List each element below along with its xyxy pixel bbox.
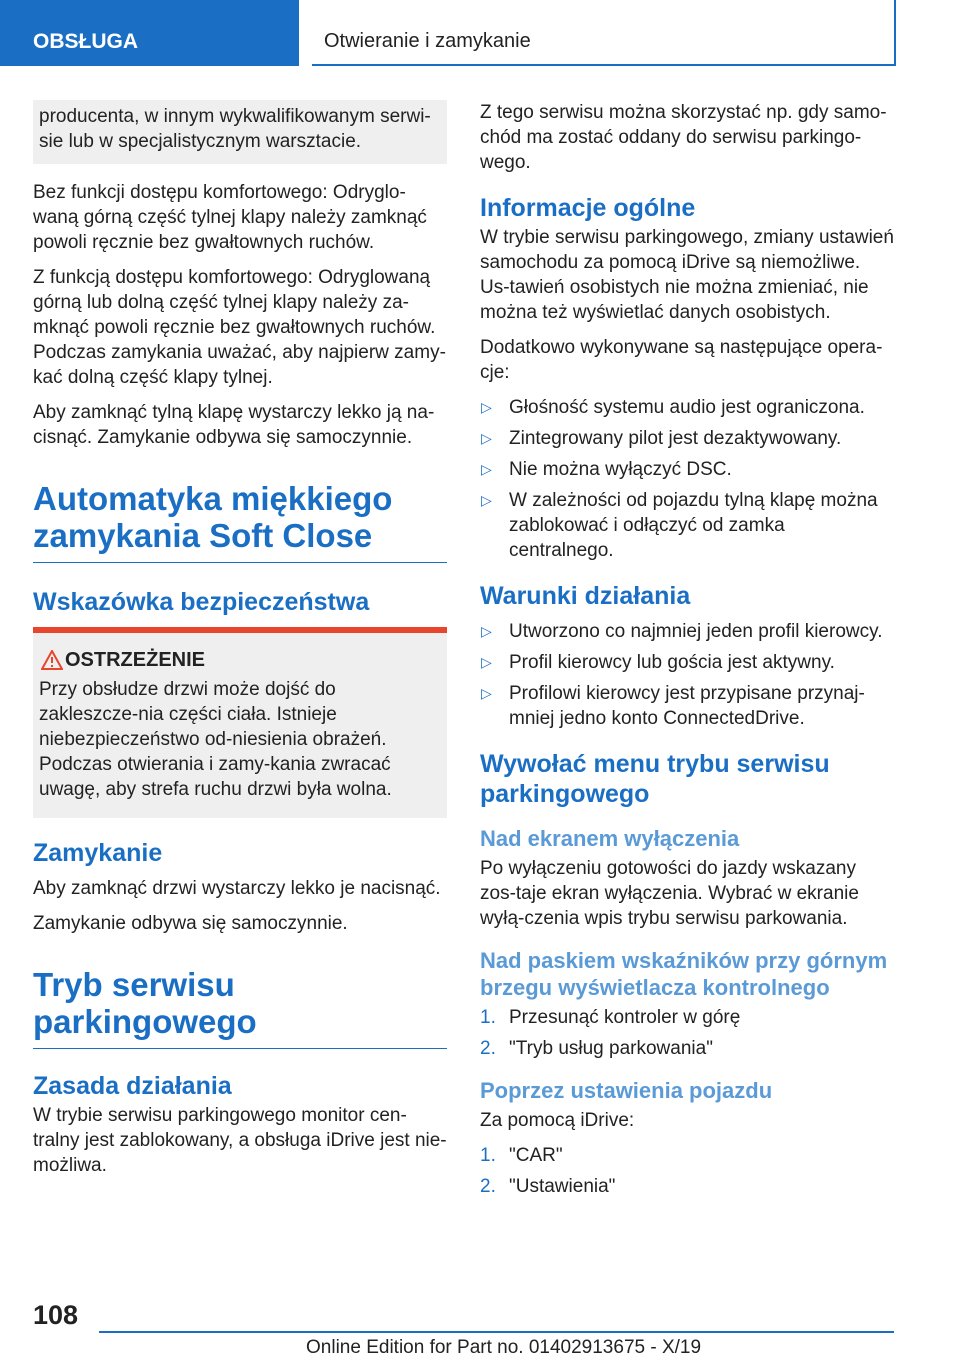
warning-box xyxy=(33,633,447,818)
triangle-bullet-icon: ▷ xyxy=(481,654,492,670)
warning-title: OSTRZEŻENIE xyxy=(65,649,206,671)
paragraph: Aby zamknąć tylną klapę wystarczy lekko ją na-cisnąć. Zamykanie odbywa się samoczynnie. xyxy=(33,402,435,448)
list-item: ▷ Profilowi kierowcy jest przypisane przynaj-mniej jedno konto ConnectedDrive. xyxy=(481,683,865,729)
heading-general-info: Informacje ogólne xyxy=(480,194,696,222)
paragraph: W trybie serwisu parkingowego, zmiany ustawień samochodu za pomocą iDrive są niemożliwe. Us-tawień osobistych nie można zmieniać, nie można też wyświetlać danych osobistych. xyxy=(480,227,894,323)
list-item: 2. "Tryb usług parkowania" xyxy=(480,1038,713,1059)
page-number: 108 xyxy=(33,1300,79,1330)
conditions-list xyxy=(480,619,894,731)
paragraph: Z funkcją dostępu komfortowego: Odryglowaną górną lub dolną część tylnej klapy należy za-mknąć powoli ręcznie bez gwałtownych ruchów. Podczas zamykania uważać, aby najpierw zamy-kać dolną część klapy tylnej. xyxy=(33,267,446,388)
continued-note-box xyxy=(33,100,447,164)
heading-principle: Zasada działania xyxy=(33,1072,232,1100)
list-item: ▷ Głośność systemu audio jest ograniczona. xyxy=(481,397,865,418)
paragraph: Aby zamknąć drzwi wystarczy lekko je nacisnąć. xyxy=(33,878,441,899)
chapter-title: Otwieranie i zamykanie xyxy=(324,30,531,52)
steps-status-bar xyxy=(480,1005,894,1061)
heading-valet-mode: Tryb serwisu parkingowego xyxy=(33,966,447,1049)
triangle-bullet-icon: ▷ xyxy=(481,623,492,639)
list-item: ▷ Zintegrowany pilot jest dezaktywowany. xyxy=(481,428,842,449)
warning-text: Przy obsłudze drzwi może dojść do zakleszcze-nia części ciała. Istnieje niebezpieczeństwo od-niesienia obrażeń. Podczas otwierania i zamy-kania zwracać uwagę, aby strefa ruchu drzwi była wolna. xyxy=(39,679,392,800)
header-section-tab xyxy=(0,0,299,66)
heading-conditions: Warunki działania xyxy=(480,582,691,610)
paragraph: Z tego serwisu można skorzystać np. gdy samo-chód ma zostać oddany do serwisu parkingo-wego. xyxy=(480,102,887,173)
list-item: ▷ Nie można wyłączyć DSC. xyxy=(481,459,732,480)
section-title: OBSŁUGA xyxy=(33,30,138,53)
warning-triangle-icon xyxy=(41,650,63,670)
paragraph: Bez funkcji dostępu komfortowego: Odryglo-waną górną część tylnej klapy należy zamknąć powoli ręcznie bez gwałtownych ruchów. xyxy=(33,182,427,253)
triangle-bullet-icon: ▷ xyxy=(481,492,492,508)
footer-divider xyxy=(99,1331,894,1333)
triangle-bullet-icon: ▷ xyxy=(481,430,492,446)
left-column xyxy=(33,100,447,1188)
note-text: producenta, w innym wykwalifikowanym serwi-sie lub w specjalistycznym warsztacie. xyxy=(39,106,431,152)
paragraph: W trybie serwisu parkingowego monitor cen-tralny jest zablokowany, a obsługa iDrive jest nie-możliwa. xyxy=(33,1105,447,1176)
list-item: 1. "CAR" xyxy=(480,1145,563,1166)
heading-safety-notice: Wskazówka bezpieczeństwa xyxy=(33,588,370,616)
heading-closing: Zamykanie xyxy=(33,839,163,867)
right-column xyxy=(480,100,894,1207)
subheading-status-bar: Nad paskiem wskaźników przy górnym brzegu wyświetlacza kontrolnego xyxy=(480,948,888,1000)
heading-soft-close: Automatyka miękkiego zamykania Soft Close xyxy=(33,480,447,563)
triangle-bullet-icon: ▷ xyxy=(481,461,492,477)
list-item: 2. "Ustawienia" xyxy=(480,1176,616,1197)
paragraph: Zamykanie odbywa się samoczynnie. xyxy=(33,913,348,934)
paragraph: Dodatkowo wykonywane są następujące opera-cje: xyxy=(480,337,883,383)
triangle-bullet-icon: ▷ xyxy=(481,685,492,701)
header-chapter xyxy=(312,0,896,66)
subheading-shutdown-screen: Nad ekranem wyłączenia xyxy=(480,826,740,851)
steps-vehicle-settings xyxy=(480,1143,894,1199)
warning-heading xyxy=(39,647,437,673)
paragraph: Za pomocą iDrive: xyxy=(480,1110,635,1131)
paragraph: Po wyłączeniu gotowości do jazdy wskazany zos-taje ekran wyłączenia. Wybrać w ekranie wyłą-czenia wpis trybu serwisu parkowania. xyxy=(480,858,859,929)
list-item: 1. Przesunąć kontroler w górę xyxy=(480,1007,741,1028)
triangle-bullet-icon: ▷ xyxy=(481,399,492,415)
list-item: ▷ W zależności od pojazdu tylną klapę można zablokować i odłączyć od zamka centralnego. xyxy=(481,490,878,561)
list-item: ▷ Utworzono co najmniej jeden profil kierowcy. xyxy=(481,621,883,642)
operations-list xyxy=(480,395,894,563)
heading-call-menu: Wywołać menu trybu serwisu parkingowego xyxy=(480,750,830,808)
footer-edition: Online Edition for Part no. 01402913675 - X/19 xyxy=(306,1337,702,1358)
subheading-vehicle-settings: Poprzez ustawienia pojazdu xyxy=(480,1078,773,1103)
list-item: ▷ Profil kierowcy lub gościa jest aktywny. xyxy=(481,652,835,673)
